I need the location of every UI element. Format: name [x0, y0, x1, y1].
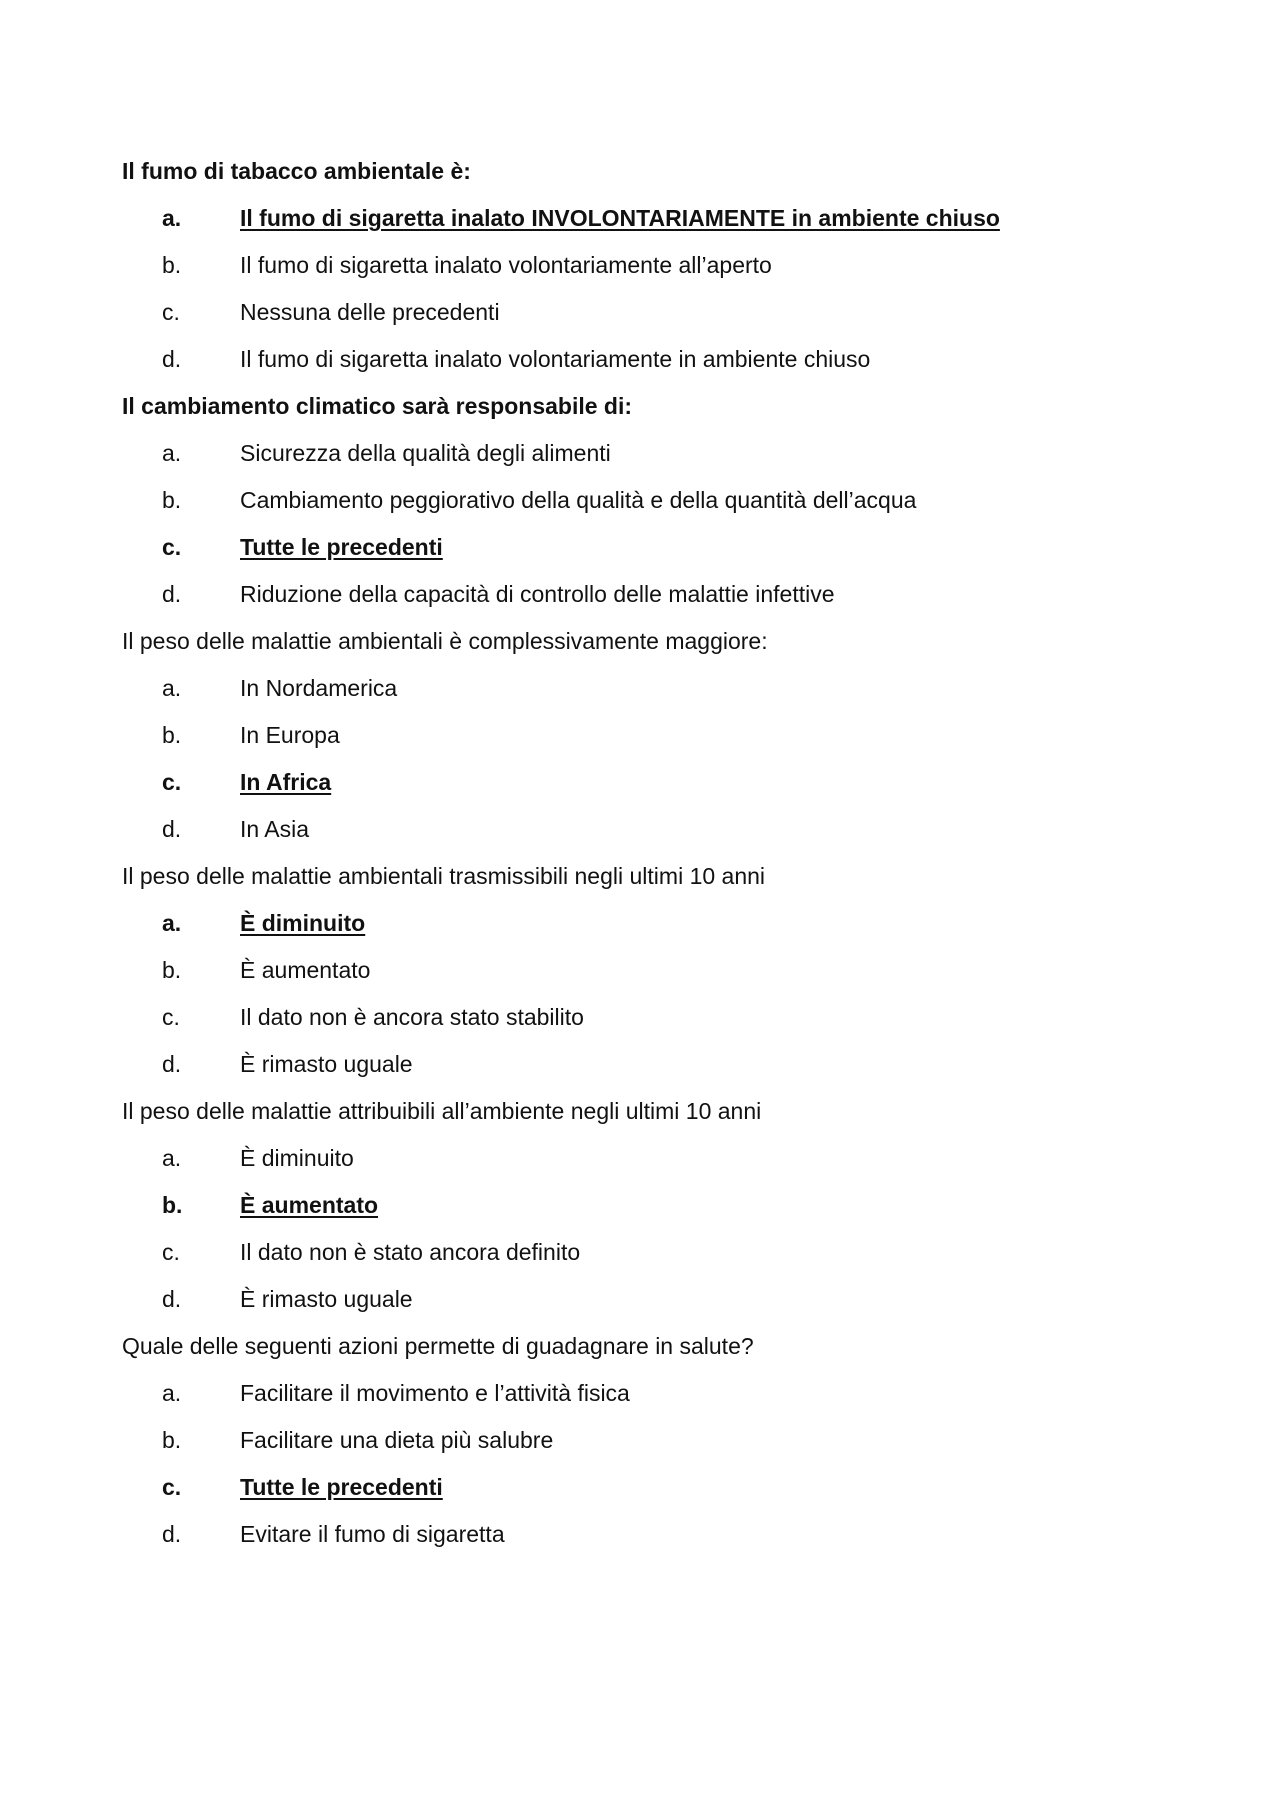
option-letter: b. — [162, 252, 182, 278]
option-text: È aumentato — [240, 1192, 379, 1218]
question-block — [122, 148, 1182, 383]
option-text: In Europa — [240, 722, 340, 748]
option-text: Il dato non è ancora stato stabilito — [240, 1004, 584, 1030]
option-text: Nessuna delle precedenti — [240, 299, 500, 325]
answer-option-correct — [122, 1182, 1182, 1229]
question-block — [122, 1323, 1182, 1558]
answer-option-correct — [122, 524, 1182, 571]
option-letter: b. — [162, 957, 182, 983]
option-text: È rimasto uguale — [240, 1286, 413, 1312]
answer-option — [122, 571, 1182, 618]
option-text: È diminuito — [240, 910, 366, 936]
answer-option — [122, 806, 1182, 853]
question-block — [122, 383, 1182, 618]
option-letter: c. — [162, 1474, 182, 1500]
option-text: In Africa — [240, 769, 332, 795]
document-page — [122, 148, 1182, 1558]
option-letter: c. — [162, 1239, 180, 1265]
answer-option — [122, 1276, 1182, 1323]
option-letter: d. — [162, 1051, 182, 1077]
answer-option — [122, 242, 1182, 289]
question-block — [122, 618, 1182, 853]
option-text: In Nordamerica — [240, 675, 398, 701]
answer-option — [122, 430, 1182, 477]
answer-option-correct — [122, 195, 1182, 242]
option-letter: b. — [162, 1427, 182, 1453]
option-text: Facilitare il movimento e l’attività fisica — [240, 1380, 630, 1406]
answer-option — [122, 1229, 1182, 1276]
question-block — [122, 1088, 1182, 1323]
option-text: Riduzione della capacità di controllo delle malattie infettive — [240, 581, 835, 607]
answer-option — [122, 665, 1182, 712]
option-letter: d. — [162, 816, 182, 842]
answer-list — [122, 1135, 1182, 1323]
option-letter: c. — [162, 1004, 180, 1030]
answer-list — [122, 900, 1182, 1088]
answer-option — [122, 947, 1182, 994]
option-text: In Asia — [240, 816, 310, 842]
question-text: Il peso delle malattie attribuibili all’ambiente negli ultimi 10 anni — [122, 1098, 762, 1124]
option-letter: d. — [162, 1521, 182, 1547]
option-text: Evitare il fumo di sigaretta — [240, 1521, 505, 1547]
option-text: Cambiamento peggiorativo della qualità e della quantità dell’acqua — [240, 487, 917, 513]
option-text: È aumentato — [240, 957, 371, 983]
question-text: Il peso delle malattie ambientali è complessivamente maggiore: — [122, 628, 768, 654]
option-text: Il fumo di sigaretta inalato volontariamente in ambiente chiuso — [240, 346, 871, 372]
answer-option — [122, 477, 1182, 524]
answer-option — [122, 289, 1182, 336]
option-letter: a. — [162, 205, 182, 231]
option-text: Tutte le precedenti — [240, 1474, 443, 1500]
answer-option — [122, 712, 1182, 759]
answer-option-correct — [122, 759, 1182, 806]
question-text: Il cambiamento climatico sarà responsabile di: — [122, 393, 633, 419]
answer-list — [122, 430, 1182, 618]
answer-option — [122, 994, 1182, 1041]
option-letter: d. — [162, 1286, 182, 1312]
question-text: Quale delle seguenti azioni permette di guadagnare in salute? — [122, 1333, 754, 1359]
option-letter: b. — [162, 1192, 183, 1218]
option-text: Facilitare una dieta più salubre — [240, 1427, 554, 1453]
answer-option-correct — [122, 900, 1182, 947]
option-text: Il dato non è stato ancora definito — [240, 1239, 581, 1265]
option-letter: a. — [162, 910, 182, 936]
option-letter: b. — [162, 722, 182, 748]
option-text: Sicurezza della qualità degli alimenti — [240, 440, 611, 466]
answer-option — [122, 336, 1182, 383]
option-letter: d. — [162, 346, 182, 372]
option-letter: c. — [162, 534, 182, 560]
option-letter: a. — [162, 1145, 182, 1171]
option-text: Il fumo di sigaretta inalato INVOLONTARIAMENTE in ambiente chiuso — [240, 205, 1000, 231]
option-text: È diminuito — [240, 1145, 354, 1171]
option-letter: a. — [162, 440, 182, 466]
question-text: Il fumo di tabacco ambientale è: — [122, 158, 471, 184]
answer-list — [122, 195, 1182, 383]
option-text: Tutte le precedenti — [240, 534, 443, 560]
option-text: È rimasto uguale — [240, 1051, 413, 1077]
question-text: Il peso delle malattie ambientali trasmissibili negli ultimi 10 anni — [122, 863, 766, 889]
answer-list — [122, 1370, 1182, 1558]
option-letter: d. — [162, 581, 182, 607]
answer-option-correct — [122, 1464, 1182, 1511]
option-letter: c. — [162, 299, 180, 325]
answer-option — [122, 1370, 1182, 1417]
answer-list — [122, 665, 1182, 853]
option-letter: a. — [162, 675, 182, 701]
answer-option — [122, 1041, 1182, 1088]
answer-option — [122, 1417, 1182, 1464]
answer-option — [122, 1135, 1182, 1182]
answer-option — [122, 1511, 1182, 1558]
option-letter: b. — [162, 487, 182, 513]
question-block — [122, 853, 1182, 1088]
option-letter: a. — [162, 1380, 182, 1406]
option-text: Il fumo di sigaretta inalato volontariamente all’aperto — [240, 252, 772, 278]
option-letter: c. — [162, 769, 182, 795]
